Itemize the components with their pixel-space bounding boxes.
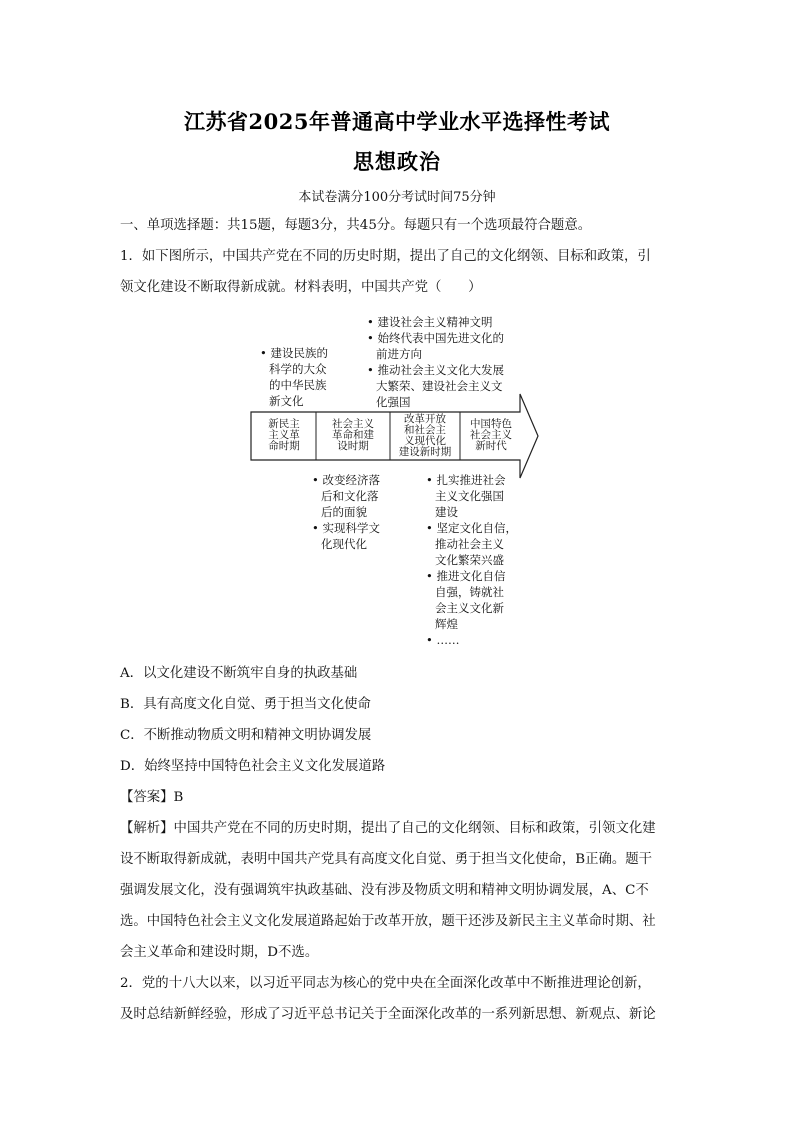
stage-4-line-3: 新时代 — [475, 440, 507, 452]
option-b: B．具有高度文化自觉、勇于担当文化使命 — [120, 697, 371, 712]
goal-text: 的中华民族 — [269, 378, 327, 392]
top-left-goals — [260, 345, 328, 409]
goal-text: • 始终代表中国先进文化的 — [367, 331, 504, 345]
goal-text: 建设 — [435, 505, 458, 519]
goal-text: • 建设社会主义精神文明 — [367, 315, 493, 329]
goal-text: • 推动社会主义文化大发展 — [367, 363, 504, 377]
stage-new-democratic-revolution — [254, 419, 314, 452]
answer-line: 【答案】B — [120, 790, 184, 805]
subject-title: 思想政治 — [353, 149, 441, 174]
analysis-line-4: 选。中国特色社会主义文化发展道路起始于改革开放，题干还涉及新民主主义革命时期、社 — [120, 914, 656, 929]
goal-text: 新文化 — [269, 394, 304, 408]
stage-2-line-2: 革命和建 — [332, 429, 374, 441]
stage-1-line-1: 新民主 — [268, 418, 300, 430]
stage-4-line-1: 中国特色 — [470, 418, 512, 430]
goal-text: 后和文化落 — [321, 489, 379, 503]
goal-text: 文化繁荣兴盛 — [435, 553, 504, 567]
goal-text: • 推进文化自信 — [426, 569, 506, 583]
question-1-stem-line-1: 1．如下图所示，中国共产党在不同的历史时期，提出了自己的文化纲领、目标和政策，引 — [120, 249, 651, 264]
stage-3-line-2: 和社会主 — [404, 424, 446, 436]
analysis-line-5: 会主义革命和建设时期，D不选。 — [120, 945, 319, 960]
goal-text: • 扎实推进社会 — [426, 473, 506, 487]
goal-text: • 实现科学文 — [312, 521, 380, 535]
goal-text: 主义文化强国 — [435, 489, 504, 503]
goal-text: • 坚定文化自信， — [426, 521, 517, 535]
stage-2-line-1: 社会主义 — [332, 418, 374, 430]
exam-info: 本试卷满分100分考试时间75分钟 — [298, 190, 496, 205]
stage-3-line-4: 建设新时期 — [398, 446, 452, 458]
top-right-goals — [367, 314, 504, 410]
goal-text: 化现代化 — [321, 537, 367, 551]
goal-text: 大繁荣、建设社会主义文 — [376, 379, 503, 393]
stage-1-line-3: 命时期 — [268, 440, 300, 452]
question-1-stem-line-2: 领文化建设不断取得新成就。材料表明，中国共产党（ ） — [120, 280, 482, 295]
goal-text: 自强，铸就社 — [435, 585, 504, 599]
stage-4-line-2: 社会主义 — [470, 429, 512, 441]
goal-text: 会主义文化新 — [435, 601, 504, 615]
question-2-line-2: 及时总结新鲜经验，形成了习近平总书记关于全面深化改革的一系列新思想、新观点、新论 — [120, 1007, 656, 1022]
goal-text: • 建设民族的 — [260, 346, 328, 360]
stage-reform-opening-up — [392, 414, 458, 458]
goal-text: 化强国 — [376, 395, 411, 409]
option-c: C．不断推动物质文明和精神文明协调发展 — [120, 728, 372, 743]
option-a: A．以文化建设不断筑牢自身的执政基础 — [120, 666, 358, 681]
stage-3-line-1: 改革开放 — [404, 413, 446, 425]
goal-text: • …… — [426, 633, 460, 647]
stage-2-line-3: 设时期 — [337, 440, 369, 452]
exam-title: 江苏省2025年普通高中学业水平选择性考试 — [184, 109, 610, 134]
bottom-left-goals — [312, 472, 380, 552]
stage-socialist-revolution-construction — [318, 419, 388, 452]
goal-text: 科学的大众 — [269, 362, 327, 376]
goal-text: 后的面貌 — [321, 505, 367, 519]
analysis-line-3: 强调发展文化，没有强调筑牢执政基础、没有涉及物质文明和精神文明协调发展，A、C不 — [120, 883, 649, 898]
option-d: D．始终坚持中国特色社会主义文化发展道路 — [120, 759, 386, 774]
goal-text: 推动社会主义 — [435, 537, 504, 551]
bottom-right-goals — [426, 472, 517, 648]
goal-text: 前进方向 — [376, 347, 422, 361]
stage-new-era — [462, 419, 520, 452]
analysis-line-1: 【解析】中国共产党在不同的历史时期，提出了自己的文化纲领、目标和政策，引领文化建 — [120, 821, 656, 836]
section-heading: 一、单项选择题：共15题，每题3分，共45分。每题只有一个选项最符合题意。 — [120, 218, 592, 233]
question-2-line-1: 2．党的十八大以来，以习近平同志为核心的党中央在全面深化改革中不断推进理论创新， — [120, 976, 651, 991]
stage-1-line-2: 主义革 — [268, 429, 300, 441]
stage-3-line-3: 义现代化 — [404, 435, 446, 447]
timeline-diagram — [250, 306, 550, 651]
goal-text: • 改变经济落 — [312, 473, 380, 487]
goal-text: 辉煌 — [435, 617, 458, 631]
analysis-line-2: 设不断取得新成就，表明中国共产党具有高度文化自觉、勇于担当文化使命，B正确。题干 — [120, 852, 653, 867]
